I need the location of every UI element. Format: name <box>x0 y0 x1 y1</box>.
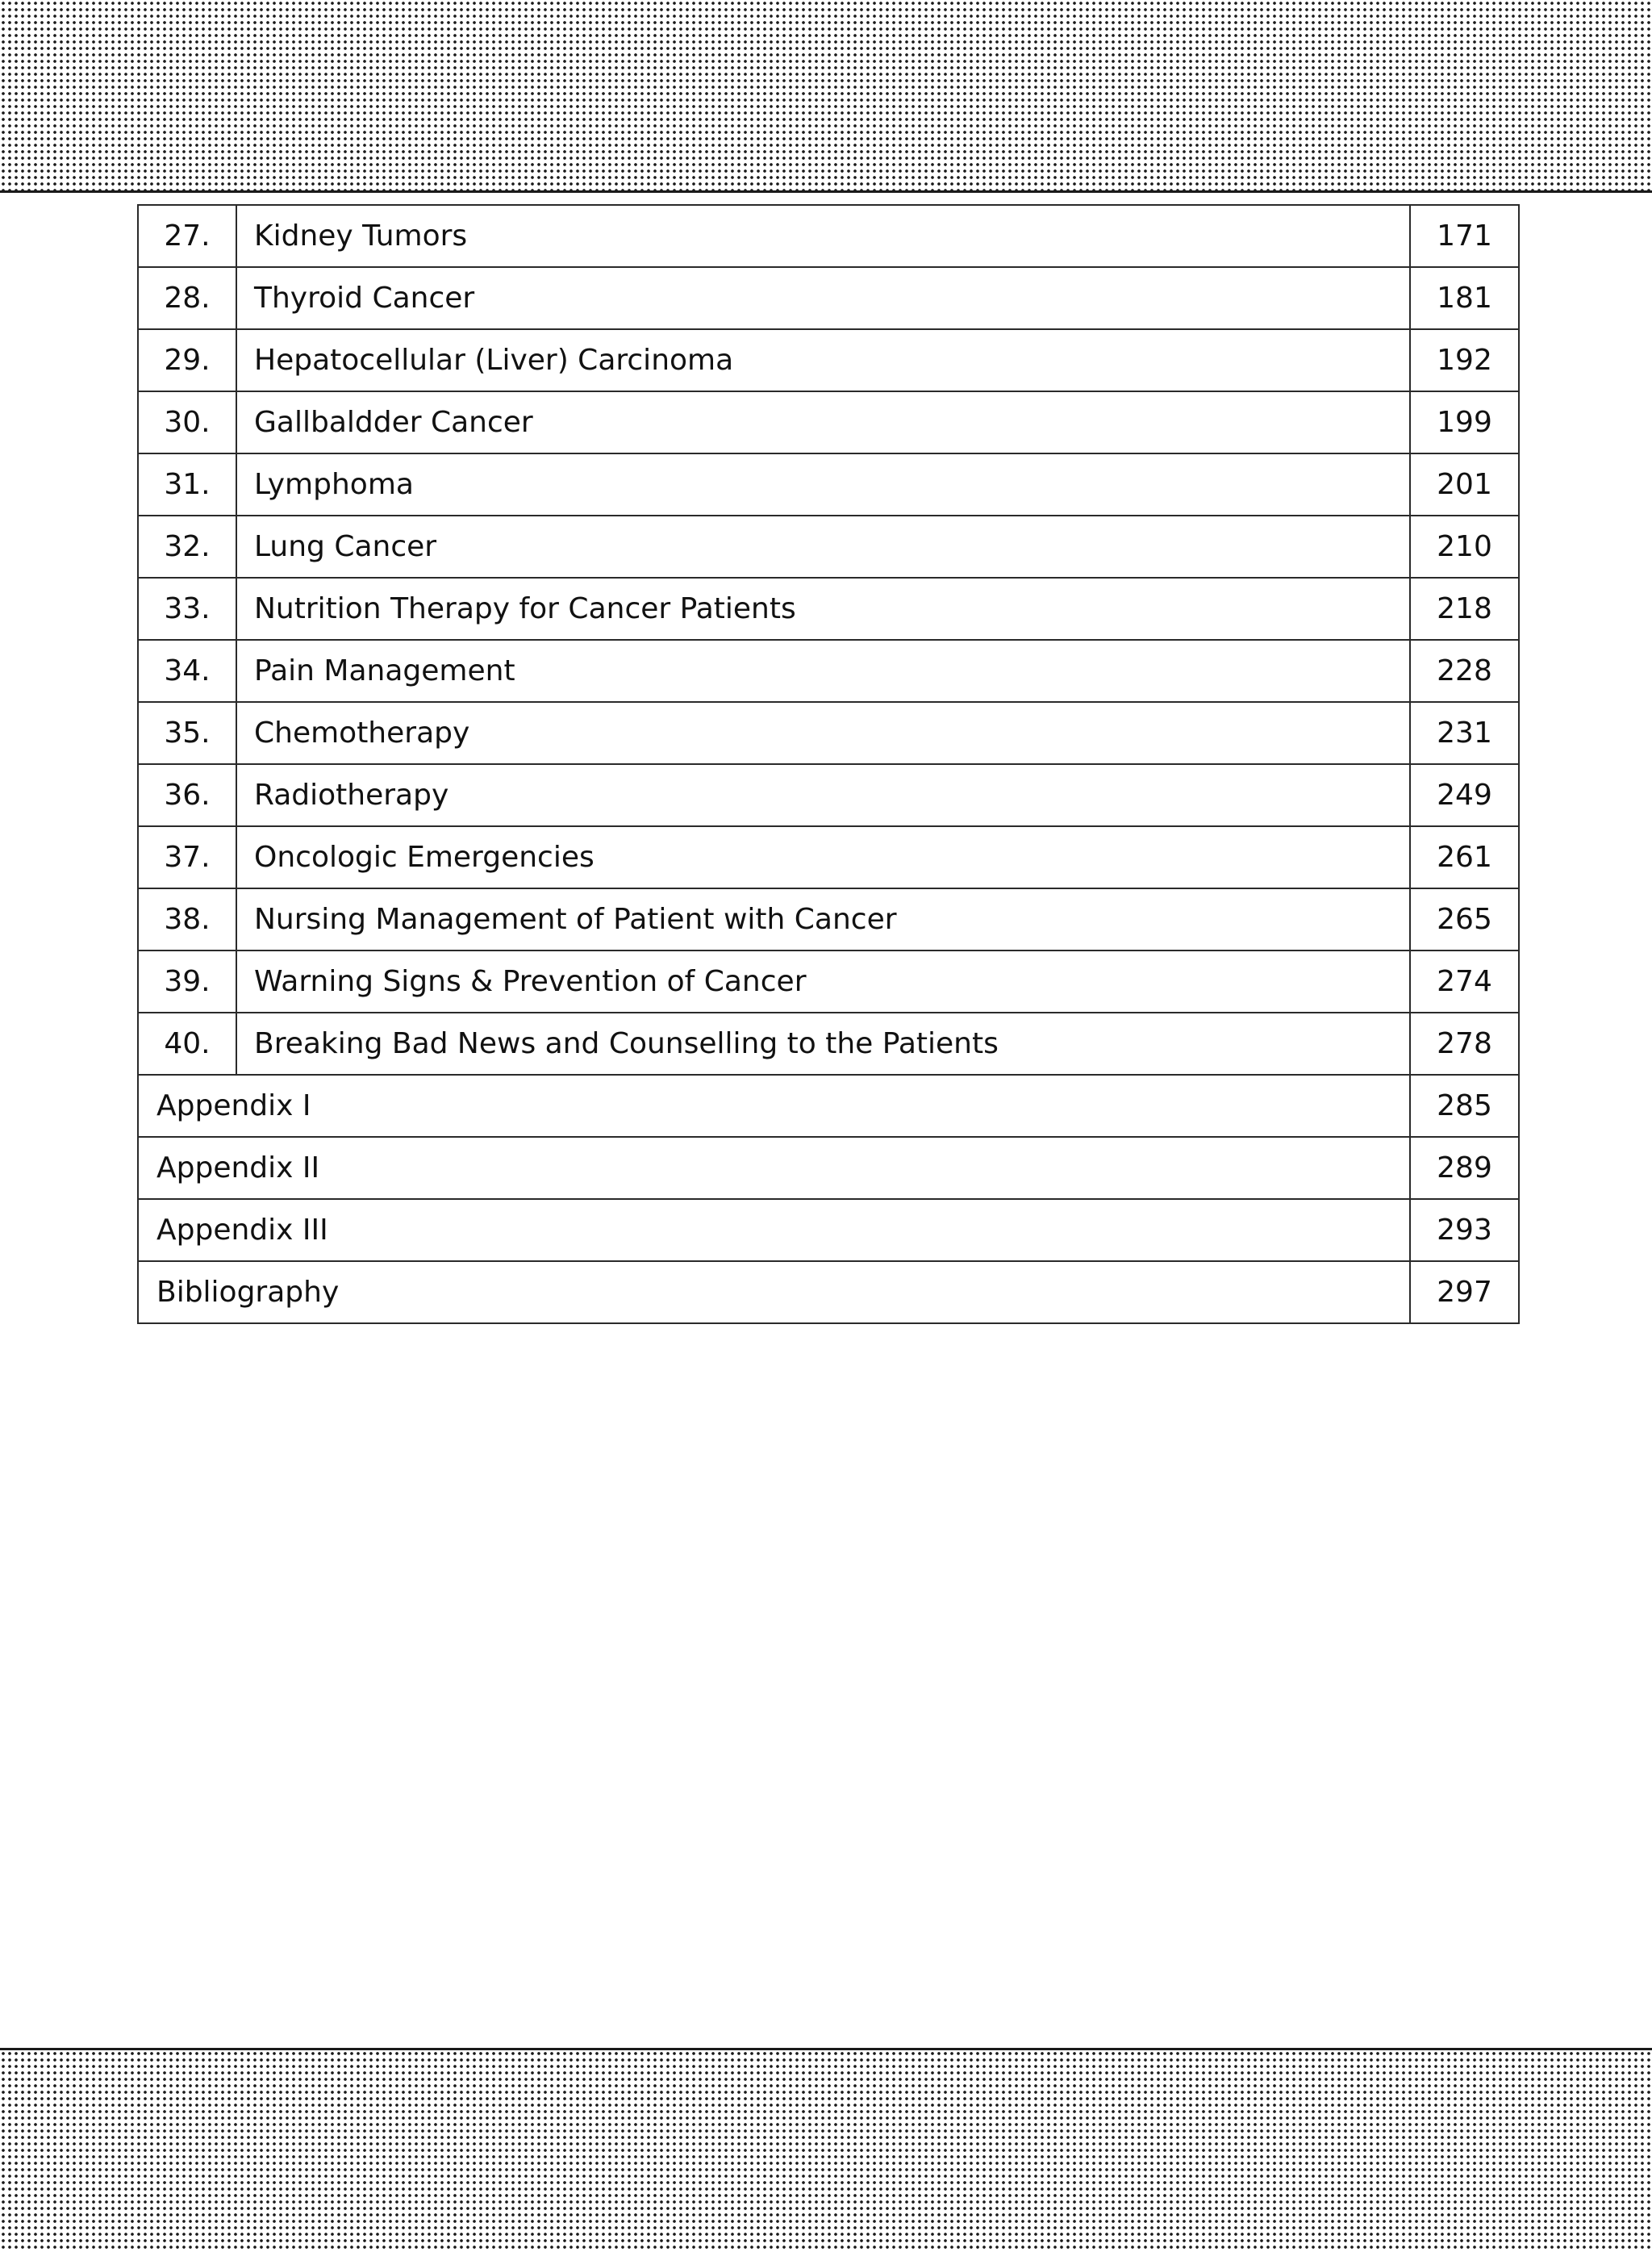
toc-row-bibliography[interactable] <box>138 1261 1519 1323</box>
chapter-number: 28. <box>138 267 236 329</box>
chapter-title[interactable]: Nursing Management of Patient with Cancer <box>236 888 1410 951</box>
back-matter-title[interactable]: Appendix III <box>138 1199 1410 1261</box>
toc-row-chapter-36[interactable] <box>138 764 1519 826</box>
toc-row-chapter-30[interactable] <box>138 391 1519 453</box>
chapter-number: 39. <box>138 951 236 1013</box>
toc-row-chapter-31[interactable] <box>138 453 1519 516</box>
page-number: 199 <box>1410 391 1519 453</box>
back-matter-title[interactable]: Bibliography <box>138 1261 1410 1323</box>
chapter-title[interactable]: Hepatocellular (Liver) Carcinoma <box>236 329 1410 391</box>
toc-row-appendix-2[interactable] <box>138 1137 1519 1199</box>
bottom-dotted-border <box>0 2048 1652 2252</box>
toc-row-chapter-28[interactable] <box>138 267 1519 329</box>
chapter-number: 36. <box>138 764 236 826</box>
page-number: 218 <box>1410 578 1519 640</box>
chapter-title[interactable]: Gallbaldder Cancer <box>236 391 1410 453</box>
chapter-number: 38. <box>138 888 236 951</box>
toc-row-appendix-1[interactable] <box>138 1075 1519 1137</box>
chapter-number: 34. <box>138 640 236 702</box>
page-number: 171 <box>1410 205 1519 267</box>
page-number: 201 <box>1410 453 1519 516</box>
toc-row-chapter-38[interactable] <box>138 888 1519 951</box>
chapter-number: 37. <box>138 826 236 888</box>
page-number: 181 <box>1410 267 1519 329</box>
toc-row-chapter-29[interactable] <box>138 329 1519 391</box>
toc-row-chapter-37[interactable] <box>138 826 1519 888</box>
page-number: 297 <box>1410 1261 1519 1323</box>
page-number: 293 <box>1410 1199 1519 1261</box>
page-number: 261 <box>1410 826 1519 888</box>
chapter-title[interactable]: Kidney Tumors <box>236 205 1410 267</box>
table-of-contents <box>137 204 1520 1324</box>
back-matter-title[interactable]: Appendix I <box>138 1075 1410 1137</box>
toc-row-chapter-39[interactable] <box>138 951 1519 1013</box>
page-number: 210 <box>1410 516 1519 578</box>
chapter-number: 40. <box>138 1013 236 1075</box>
page-number: 289 <box>1410 1137 1519 1199</box>
back-matter-title[interactable]: Appendix II <box>138 1137 1410 1199</box>
toc-row-chapter-32[interactable] <box>138 516 1519 578</box>
toc-row-chapter-40[interactable] <box>138 1013 1519 1075</box>
chapter-title[interactable]: Radiotherapy <box>236 764 1410 826</box>
chapter-title[interactable]: Oncologic Emergencies <box>236 826 1410 888</box>
page-number: 228 <box>1410 640 1519 702</box>
top-dotted-border <box>0 0 1652 193</box>
toc-row-appendix-3[interactable] <box>138 1199 1519 1261</box>
page-number: 231 <box>1410 702 1519 764</box>
toc-row-chapter-34[interactable] <box>138 640 1519 702</box>
chapter-number: 33. <box>138 578 236 640</box>
page-number: 278 <box>1410 1013 1519 1075</box>
chapter-number: 35. <box>138 702 236 764</box>
toc-row-chapter-27[interactable] <box>138 205 1519 267</box>
page-number: 274 <box>1410 951 1519 1013</box>
page-number: 192 <box>1410 329 1519 391</box>
chapter-number: 27. <box>138 205 236 267</box>
chapter-number: 30. <box>138 391 236 453</box>
chapter-title[interactable]: Warning Signs & Prevention of Cancer <box>236 951 1410 1013</box>
chapter-title[interactable]: Chemotherapy <box>236 702 1410 764</box>
chapter-title[interactable]: Thyroid Cancer <box>236 267 1410 329</box>
page-number: 265 <box>1410 888 1519 951</box>
chapter-title[interactable]: Lung Cancer <box>236 516 1410 578</box>
chapter-title[interactable]: Nutrition Therapy for Cancer Patients <box>236 578 1410 640</box>
page-number: 285 <box>1410 1075 1519 1137</box>
chapter-title[interactable]: Lymphoma <box>236 453 1410 516</box>
toc-row-chapter-33[interactable] <box>138 578 1519 640</box>
toc-row-chapter-35[interactable] <box>138 702 1519 764</box>
chapter-number: 29. <box>138 329 236 391</box>
chapter-title[interactable]: Pain Management <box>236 640 1410 702</box>
chapter-title[interactable]: Breaking Bad News and Counselling to the Patients <box>236 1013 1410 1075</box>
page-number: 249 <box>1410 764 1519 826</box>
chapter-number: 31. <box>138 453 236 516</box>
chapter-number: 32. <box>138 516 236 578</box>
